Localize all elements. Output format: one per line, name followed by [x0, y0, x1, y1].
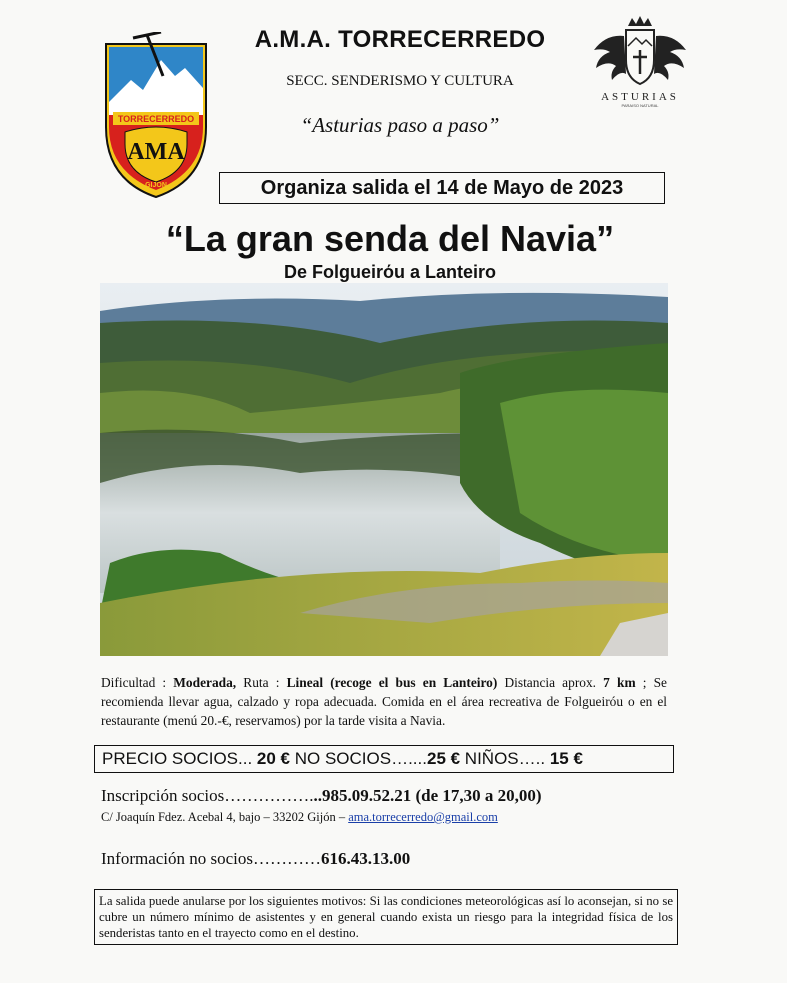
- price-children-label: NIÑOS…..: [460, 749, 550, 768]
- price-members-label: PRECIO SOCIOS...: [102, 749, 257, 768]
- info-label: Información no socios…………: [101, 849, 322, 868]
- price-nonmembers-value: 25 €: [426, 749, 461, 768]
- slogan: “Asturias paso a paso”: [300, 113, 500, 137]
- org-name: A.M.A. TORRECERREDO: [254, 26, 546, 53]
- difficulty-label: Dificultad :: [101, 675, 174, 690]
- address-line: [101, 810, 498, 825]
- distance-label: Distancia aprox.: [497, 675, 604, 690]
- address: C/ Joaquín Fdez. Acebal 4, bajo – 33202 Gijón –: [101, 810, 349, 824]
- info-phone: 616.43.13.00: [321, 849, 411, 868]
- section-name: SECC. SENDERISMO Y CULTURA: [286, 73, 514, 89]
- route-description: [101, 673, 667, 730]
- event-title: “La gran senda del Navia”: [165, 218, 615, 259]
- description-rest: ; Se recomienda llevar agua, calzado y ropa adecuada. Comida en el área recreativa de Folgueiróu o en el restaurante (menú 20.-€, reservamos) por la tarde visita a Navia.: [101, 675, 667, 728]
- club-shield-logo: [103, 32, 209, 200]
- difficulty-value: Moderada,: [173, 675, 237, 690]
- emblem-text: ASTURIAS: [601, 91, 679, 103]
- price-children-value: 15 €: [549, 749, 583, 768]
- price-box: [94, 745, 674, 773]
- email-link[interactable]: ama.torrecerredo@gmail.com: [348, 810, 498, 824]
- logo-city: GIJON: [145, 182, 167, 189]
- registration-line: [101, 786, 542, 806]
- price-nonmembers-label: NO SOCIOS…....: [290, 749, 427, 768]
- info-line: [101, 849, 410, 869]
- price-members-value: 20 €: [256, 749, 291, 768]
- registration-label: Inscripción socios…………….: [101, 786, 314, 805]
- cancellation-notice: La salida puede anularse por los siguientes motivos: Si las condiciones meteorológicas así lo aconsejan, si no se cubre un número mínimo de asistentes y en general cuando exista un riesgo para la integridad física de los senderistas tanto en el trayecto como en el destino.: [94, 889, 678, 945]
- route-label: Ruta :: [236, 675, 287, 690]
- route-value: Lineal (recoge el bus en Lanteiro): [286, 675, 498, 690]
- lake-landscape-photo: [100, 283, 668, 656]
- asturias-emblem: [590, 16, 690, 108]
- emblem-small-text: PARAISO NATURAL: [621, 103, 659, 108]
- logo-monogram: AMA: [127, 139, 185, 165]
- logo-banner-text: TORRECERREDO: [117, 114, 195, 124]
- distance-value: 7 km: [603, 675, 636, 690]
- registration-phone: ..985.09.52.21 (de 17,30 a 20,00): [313, 786, 542, 805]
- event-subtitle: De Folgueirόu a Lanteiro: [283, 262, 497, 282]
- event-date-box: Organiza salida el 14 de Mayo de 2023: [219, 172, 665, 204]
